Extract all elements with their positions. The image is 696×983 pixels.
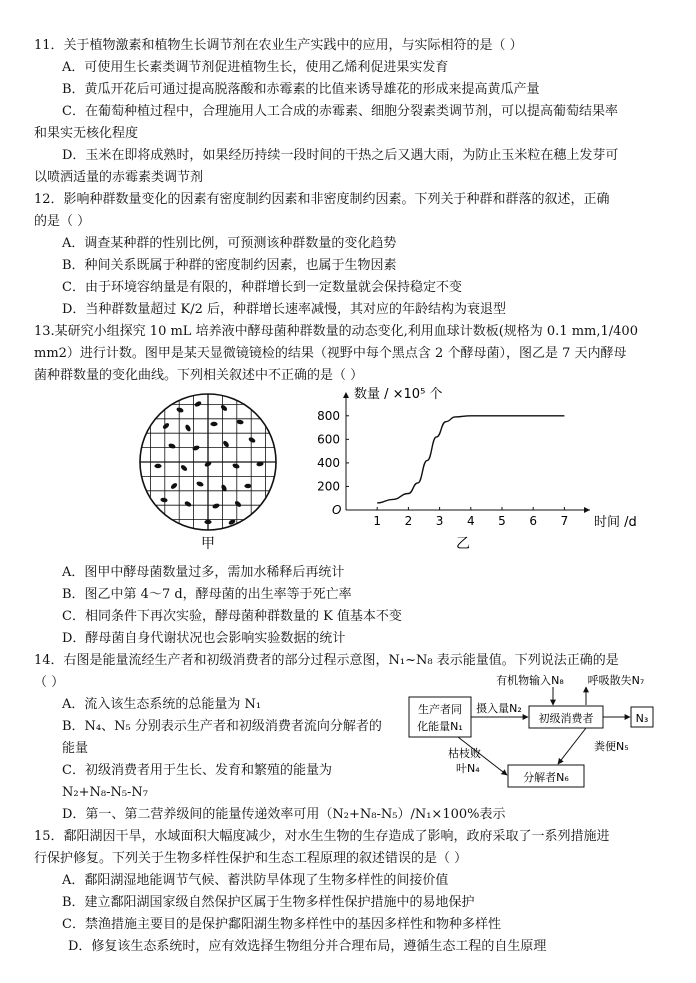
q14-option-c: C．初级消费者用于生长、发育和繁殖的能量为 <box>62 763 332 778</box>
q14-option-a: A．流入该生态系统的总能量为 N₁ <box>62 697 262 712</box>
q12-stem: 12．影响种群数量变化的因素有密度制约因素和非密度制约因素。下列关于种群和群落的叙述，正确 <box>34 192 610 207</box>
yeast-dot <box>162 422 170 430</box>
population-chart <box>290 384 637 554</box>
figure-jia <box>128 382 288 554</box>
energy-flow-diagram <box>408 675 674 795</box>
yeast-dot <box>160 497 168 503</box>
q12-option-d: D．当种群数量超过 K/2 后，种群增长速率减慢，其对应的年龄结构为衰退型 <box>62 302 507 317</box>
q15-stem: 15．鄱阳湖因干旱，水域面积大幅度减少，对水生生物的生存造成了影响，政府采取了一系列措施进 <box>34 829 610 844</box>
yeast-dot <box>196 481 204 488</box>
producer-label-2: 化能量N₁ <box>417 720 463 733</box>
organic-input-label: 有机物输入N₈ <box>496 674 564 687</box>
q12-option-b: B．种间关系既属于种群的密度制约因素，也属于生物因素 <box>62 258 397 273</box>
yeast-dot <box>212 503 220 510</box>
q15-option-b: B．建立鄱阳湖国家级自然保护区属于生物多样性保护措施中的易地保护 <box>62 895 475 910</box>
q14-option-b-cont: 能量 <box>62 741 89 756</box>
yeast-dot <box>176 407 184 414</box>
n3-label: N₃ <box>635 712 649 725</box>
x-tick-label: 1 <box>373 514 382 528</box>
q15-option-d: D．修复该生态系统时，应有效选择生物组分并合理布局，遵循生态工程的自生原理 <box>68 939 547 954</box>
yeast-dot <box>154 464 161 468</box>
yeast-dot <box>222 440 230 448</box>
decomposer-label: 分解者N₆ <box>523 771 569 784</box>
yeast-dot <box>170 482 178 490</box>
q11-option-b: B．黄瓜开花后可通过提高脱落酸和赤霉素的比值来诱导雄花的形成来提高黄瓜产量 <box>62 82 540 97</box>
x-tick-label: 4 <box>466 514 475 528</box>
q11-option-d: D．玉米在即将成熟时，如果经历持续一段时间的干热之后又遇大雨，为防止玉米粒在穗上发芽可 <box>62 148 619 163</box>
y-tick-label: 400 <box>317 455 340 470</box>
yeast-dot <box>194 400 202 407</box>
intake-label: 摄入量N₂ <box>476 702 522 715</box>
q15-stem-cont: 行保护修复。下列关于生物多样性保护和生态工程原理的叙述错误的是（ ） <box>34 851 468 866</box>
population-curve <box>377 416 564 503</box>
y-tick-label: 200 <box>317 479 340 494</box>
q13-stem: 13.某研究小组探究 10 mL 培养液中酵母菌种群数量的动态变化,利用血球计数板(规格为 0.1 mm,1/400 <box>34 324 638 339</box>
q13-stem-cont2: 菌种群数量的变化曲线。下列相关叙述中不正确的是（ ） <box>34 368 364 383</box>
q13-option-a: A．图甲中酵母菌数量过多，需加水稀释后再统计 <box>62 565 345 580</box>
chart-origin: O <box>332 503 342 517</box>
y-tick-label: 600 <box>317 432 340 447</box>
q14-option-b: B．N₄、N₅ 分别表示生产者和初级消费者流向分解者的 <box>62 719 382 734</box>
feces-label: 粪便N₅ <box>594 740 629 753</box>
x-tick-label: 7 <box>560 514 569 528</box>
hemocytometer-figure <box>128 382 288 554</box>
q11-stem: 11．关于植物激素和植物生长调节剂在农业生产实践中的应用，与实际相符的是（ ） <box>34 38 523 53</box>
yeast-dot <box>234 500 242 508</box>
q13-option-b: B．图乙中第 4～7 d，酵母菌的出生率等于死亡率 <box>62 587 352 602</box>
q11-option-c-cont: 和果实无核化程度 <box>34 126 139 141</box>
litter-label-2: 叶N₄ <box>456 762 480 775</box>
q14-stem-cont: （ ） <box>34 675 65 690</box>
figure-jia-label: 甲 <box>201 536 215 552</box>
chart-ylabel: 数量 / ×10⁵ 个 <box>354 387 443 402</box>
producer-label-1: 生产者同 <box>418 703 462 716</box>
yeast-dot <box>248 436 256 443</box>
yeast-dot <box>184 424 191 432</box>
q11-option-c: C．在葡萄种植过程中，合理施用人工合成的赤霉素、细胞分裂素类调节剂，可以提高葡萄结果率 <box>62 104 618 119</box>
yeast-dot <box>180 464 188 472</box>
q15-option-a: A．鄱阳湖湿地能调节气候、蓄洪防旱体现了生物多样性的间接价值 <box>62 873 449 888</box>
q11-option-a: A．可使用生长素类调节剂促进植物生长，使用乙烯利促进果实发育 <box>62 60 449 75</box>
consumer-label: 初级消费者 <box>538 712 594 725</box>
yeast-dot <box>220 404 228 412</box>
x-axis-arrow <box>584 507 590 513</box>
yeast-dot <box>204 520 211 524</box>
yeast-dot <box>184 500 192 507</box>
chart-xlabel: 时间 /d <box>594 515 637 530</box>
x-tick-label: 2 <box>404 514 413 528</box>
y-tick-label: 800 <box>317 408 340 423</box>
q13-stem-cont1: mm2）进行计数。图甲是某天显微镜镜检的结果（视野中每个黑点含 2 个酵母菌），图乙是 7 天内酵母 <box>34 346 627 361</box>
yeast-dot <box>210 422 217 426</box>
q14-stem: 14．右图是能量流经生产者和初级消费者的部分过程示意图，N₁~N₈ 表示能量值。下列说法正确的是 <box>34 653 619 668</box>
q12-stem-cont: 的是（ ） <box>34 214 91 229</box>
yeast-dot <box>244 484 251 488</box>
q14-option-c-cont: N₂+N₈-N₅-N₇ <box>62 785 149 800</box>
q12-option-a: A．调查某种群的性别比例，可预测该种群数量的变化趋势 <box>62 236 397 251</box>
yeast-dot <box>168 443 176 450</box>
figure-yi <box>290 384 637 554</box>
q14-option-d: D．第一、第二营养级间的能量传递效率可用（N₂+N₈-N₅）/N₁×100%表示 <box>62 807 506 822</box>
yeast-dot <box>236 419 244 425</box>
q15-option-c: C．禁渔措施主要目的是保护鄱阳湖生物多样性中的基因多样性和物种多样性 <box>62 917 501 932</box>
feces-arrow <box>558 728 586 764</box>
figure-yi-label: 乙 <box>456 536 470 552</box>
yeast-dot <box>232 463 240 470</box>
litter-label-1: 枯枝败 <box>448 747 481 760</box>
y-axis-arrow <box>343 392 349 398</box>
x-tick-label: 3 <box>435 514 444 528</box>
x-tick-label: 6 <box>529 514 538 528</box>
q13-option-c: C．相同条件下再次实验，酵母菌种群数量的 K 值基本不变 <box>62 609 402 624</box>
respiration-label: 呼吸散失N₇ <box>587 674 645 687</box>
q12-option-c: C．由于环境容纳量是有限的，种群增长到一定数量就会保持稳定不变 <box>62 280 462 295</box>
q11-option-d-cont: 以喷洒适量的赤霉素类调节剂 <box>34 170 204 185</box>
q13-option-d: D．酵母菌自身代谢状况也会影响实验数据的统计 <box>62 631 346 646</box>
yeast-dot <box>192 445 200 452</box>
x-tick-label: 5 <box>498 514 506 528</box>
